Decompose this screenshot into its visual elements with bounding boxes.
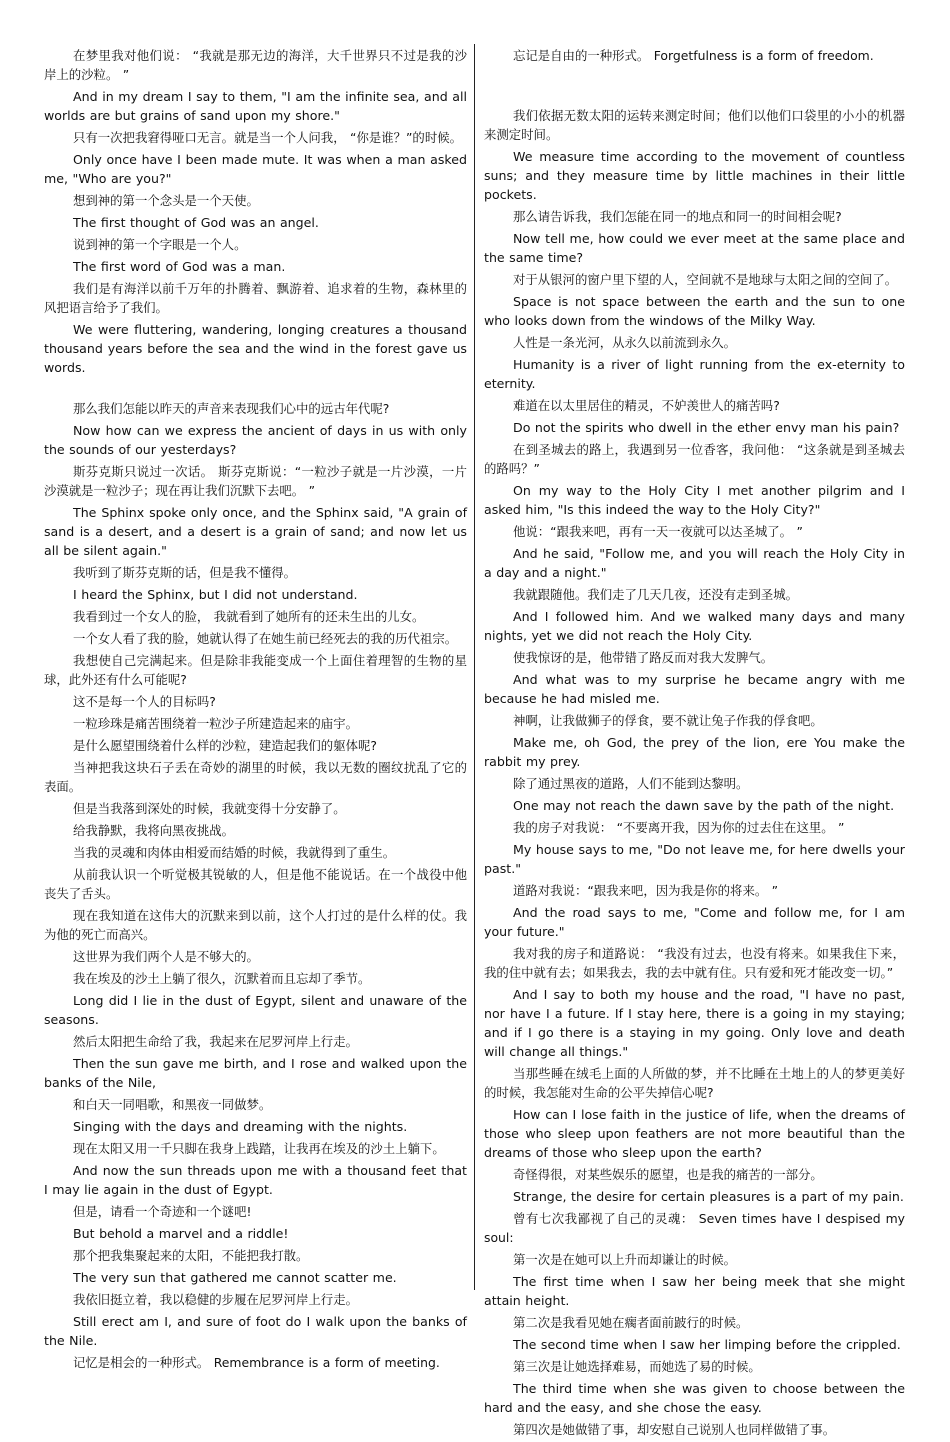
right-column xyxy=(484,46,905,1442)
english-paragraph: We measure time according to the movement of countless suns; and they measure time by little machines in their little pockets. xyxy=(484,149,905,202)
chinese-paragraph: 只有一次把我窘得哑口无言。就是当一个人问我， “你是谁？”的时候。 xyxy=(73,130,462,145)
english-paragraph: And in my dream I say to them, "I am the infinite sea, and all worlds are but grains of sand upon my shore." xyxy=(44,89,467,123)
chinese-paragraph: 我们是有海洋以前千万年的扑腾着、飘游着、追求着的生物，森林里的风把语言给予了我们。 xyxy=(44,281,467,315)
chinese-paragraph: 我的房子对我说： “不要离开我，因为你的过去住在这里。 ” xyxy=(513,820,845,835)
english-paragraph: And I followed him. And we walked many days and many nights, yet we did not reach the Holy City. xyxy=(484,609,905,643)
english-paragraph: Do not the spirits who dwell in the ether envy man his pain? xyxy=(513,420,900,435)
chinese-paragraph: 第二次是我看见她在瘸者面前跛行的时候。 xyxy=(513,1315,749,1330)
chinese-paragraph: 道路对我说：“跟我来吧，因为我是你的将来。 ” xyxy=(513,883,779,898)
chinese-paragraph: 我依旧挺立着，我以稳健的步履在尼罗河岸上行走。 xyxy=(73,1292,358,1307)
english-paragraph: The first word of God was a man. xyxy=(73,259,286,274)
english-paragraph: The third time when she was given to choose between the hard and the easy, and she chose the easy. xyxy=(484,1381,905,1415)
chinese-paragraph: 除了通过黑夜的道路，人们不能到达黎明。 xyxy=(513,776,749,791)
chinese-paragraph: 然后太阳把生命给了我，我起来在尼罗河岸上行走。 xyxy=(73,1034,358,1049)
english-paragraph: Strange, the desire for certain pleasures is a part of my pain. xyxy=(513,1189,904,1204)
english-paragraph: Space is not space between the earth and the sun to one who looks down from the windows of the Milky Way. xyxy=(484,294,905,328)
english-paragraph: And the road says to me, "Come and follow me, for I am your future." xyxy=(484,905,905,939)
english-paragraph: How can I lose faith in the justice of life, when the dreams of those who sleep upon feathers are not more beautiful than the dreams of those who sleep upon the earth? xyxy=(484,1107,905,1160)
english-paragraph: The first thought of God was an angel. xyxy=(73,215,319,230)
chinese-paragraph: 我看到过一个女人的脸， 我就看到了她所有的还未生出的儿女。 xyxy=(73,609,425,624)
chinese-paragraph: 第四次是她做错了事，却安慰自己说别人也同样做错了事。 xyxy=(513,1422,836,1437)
english-paragraph: Now tell me, how could we ever meet at the same place and the same time? xyxy=(484,231,905,265)
english-paragraph: The first time when I saw her being meek that she might attain height. xyxy=(484,1274,905,1308)
chinese-paragraph: 我听到了斯芬克斯的话，但是我不懂得。 xyxy=(73,565,297,580)
english-paragraph: Humanity is a river of light running from the ex-eternity to eternity. xyxy=(484,357,905,391)
english-paragraph: The second time when I saw her limping before the crippled. xyxy=(513,1337,901,1352)
english-paragraph: Then the sun gave me birth, and I rose and walked upon the banks of the Nile, xyxy=(44,1056,467,1090)
chinese-paragraph: 那个把我集聚起来的太阳，不能把我打散。 xyxy=(73,1248,309,1263)
english-paragraph: And what was to my surprise he became angry with me because he had misled me. xyxy=(484,672,905,706)
chinese-paragraph: 斯芬克斯只说过一次话。 斯芬克斯说：“一粒沙子就是一片沙漠，一片沙漠就是一粒沙子；现在再让我们沉默下去吧。 ” xyxy=(44,464,467,498)
chinese-paragraph: 第三次是让她选择难易，而她选了易的时候。 xyxy=(513,1359,761,1374)
chinese-paragraph: 人性是一条光河，从永久以前流到永久。 xyxy=(513,335,737,350)
chinese-paragraph: 现在我知道在这伟大的沉默来到以前，这个人打过的是什么样的仗。我为他的死亡而高兴。 xyxy=(44,908,467,942)
english-paragraph: And he said, "Follow me, and you will reach the Holy City in a day and a night." xyxy=(484,546,905,580)
chinese-paragraph: 但是，请看一个奇迹和一个谜吧! xyxy=(73,1204,252,1219)
chinese-paragraph: 我对我的房子和道路说： “我没有过去，也没有将来。如果我住下来，我的住中就有去；如果我去，我的去中就有住。只有爱和死才能改变一切。” xyxy=(484,946,905,980)
chinese-paragraph: 他说：“跟我来吧，再有一天一夜就可以达圣城了。 ” xyxy=(513,524,803,539)
left-column xyxy=(44,46,467,1375)
chinese-paragraph: 当神把我这块石子丢在奇妙的湖里的时候，我以无数的圈纹扰乱了它的表面。 xyxy=(44,760,467,794)
chinese-paragraph: 一个女人看了我的脸，她就认得了在她生前已经死去的我的历代祖宗。 xyxy=(73,631,458,646)
english-paragraph: Singing with the days and dreaming with the nights. xyxy=(73,1119,408,1134)
english-paragraph: Make me, oh God, the prey of the lion, ere You make the rabbit my prey. xyxy=(484,735,905,769)
chinese-paragraph: 给我静默，我将向黑夜挑战。 xyxy=(73,823,235,838)
english-paragraph: We were fluttering, wandering, longing creatures a thousand thousand years before the sea and the wind in the forest gave us words. xyxy=(44,322,467,375)
chinese-paragraph: 使我惊讶的是，他带错了路反而对我大发脾气。 xyxy=(513,650,774,665)
chinese-paragraph: 曾有七次我鄙视了自己的灵魂： Seven times have I despised my soul: xyxy=(484,1211,905,1245)
english-paragraph: Still erect am I, and sure of foot do I walk upon the banks of the Nile. xyxy=(44,1314,467,1348)
english-paragraph: And now the sun threads upon me with a thousand feet that I may lie again in the dust of Egypt. xyxy=(44,1163,467,1197)
chinese-paragraph: 当我的灵魂和肉体由相爱而结婚的时候，我就得到了重生。 xyxy=(73,845,396,860)
chinese-paragraph: 难道在以太里居住的精灵，不妒羡世人的痛苦吗? xyxy=(513,398,780,413)
chinese-paragraph: 我在埃及的沙土上躺了很久，沉默着而且忘却了季节。 xyxy=(73,971,371,986)
blank-line xyxy=(484,87,905,106)
chinese-paragraph: 对于从银河的窗户里下望的人，空间就不是地球与太阳之间的空间了。 xyxy=(513,272,898,287)
english-paragraph: The very sun that gathered me cannot scatter me. xyxy=(73,1270,397,1285)
chinese-paragraph: 想到神的第一个念头是一个天使。 xyxy=(73,193,259,208)
blank-line xyxy=(44,380,467,399)
english-paragraph: My house says to me, "Do not leave me, for here dwells your past." xyxy=(484,842,905,876)
chinese-paragraph: 我们依据无数太阳的运转来测定时间；他们以他们口袋里的小小的机器来测定时间。 xyxy=(484,108,905,142)
chinese-paragraph: 那么请告诉我，我们怎能在同一的地点和同一的时间相会呢? xyxy=(513,209,842,224)
chinese-paragraph: 说到神的第一个字眼是一个人。 xyxy=(73,237,247,252)
chinese-paragraph: 和白天一同唱歌，和黑夜一同做梦。 xyxy=(73,1097,272,1112)
chinese-paragraph: 那么我们怎能以昨天的声音来表现我们心中的远古年代呢? xyxy=(73,401,390,416)
chinese-paragraph: 从前我认识一个听觉极其锐敏的人，但是他不能说话。在一个战役中他丧失了舌头。 xyxy=(44,867,467,901)
chinese-paragraph: 现在太阳又用一千只脚在我身上践踏，让我再在埃及的沙土上躺下。 xyxy=(73,1141,445,1156)
chinese-paragraph: 但是当我落到深处的时候，我就变得十分安静了。 xyxy=(73,801,346,816)
chinese-paragraph: 奇怪得很，对某些娱乐的愿望，也是我的痛苦的一部分。 xyxy=(513,1167,823,1182)
chinese-paragraph: 是什么愿望围绕着什么样的沙粒，建造起我们的躯体呢? xyxy=(73,738,377,753)
english-paragraph: Now how can we express the ancient of days in us with only the sounds of our yesterdays? xyxy=(44,423,467,457)
english-paragraph: On my way to the Holy City I met another pilgrim and I asked him, "Is this indeed the way to the Holy City?" xyxy=(484,483,905,517)
chinese-paragraph: 一粒珍珠是痛苦围绕着一粒沙子所建造起来的庙宇。 xyxy=(73,716,358,731)
english-paragraph: Long did I lie in the dust of Egypt, silent and unaware of the seasons. xyxy=(44,993,467,1027)
english-paragraph: Only once have I been made mute. It was when a man asked me, "Who are you?" xyxy=(44,152,467,186)
chinese-paragraph: 我想使自己完满起来。但是除非我能变成一个上面住着理智的生物的星球，此外还有什么可能呢? xyxy=(44,653,467,687)
chinese-paragraph: 在梦里我对他们说： “我就是那无边的海洋，大千世界只不过是我的沙岸上的沙粒。 ” xyxy=(44,48,467,82)
chinese-paragraph: 忘记是自由的一种形式。 Forgetfulness is a form of freedom. xyxy=(513,48,874,63)
blank-line xyxy=(484,68,905,87)
chinese-paragraph: 这不是每一个人的目标吗? xyxy=(73,694,216,709)
chinese-paragraph: 在到圣城去的路上，我遇到另一位香客，我问他： “这条就是到圣城去的路吗？” xyxy=(484,442,905,476)
chinese-paragraph: 我就跟随他。我们走了几天几夜，还没有走到圣城。 xyxy=(513,587,798,602)
english-paragraph: And I say to both my house and the road, "I have no past, nor have I a future. If I stay here, there is a going in my staying; and if I go there is a staying in my going. Only love and death will change all things." xyxy=(484,987,905,1059)
english-paragraph: I heard the Sphinx, but I did not understand. xyxy=(73,587,358,602)
english-paragraph: One may not reach the dawn save by the path of the night. xyxy=(513,798,895,813)
chinese-paragraph: 第一次是在她可以上升而却谦让的时候。 xyxy=(513,1252,737,1267)
chinese-paragraph: 这世界为我们两个人是不够大的。 xyxy=(73,949,259,964)
column-divider xyxy=(474,44,475,1290)
chinese-paragraph: 记忆是相会的一种形式。 Remembrance is a form of meeting. xyxy=(73,1355,440,1370)
chinese-paragraph: 当那些睡在绒毛上面的人所做的梦，并不比睡在土地上的人的梦更美好的时候，我怎能对生命的公平失掉信心呢? xyxy=(484,1066,905,1100)
english-paragraph: But behold a marvel and a riddle! xyxy=(73,1226,289,1241)
chinese-paragraph: 神啊，让我做狮子的俘食，要不就让兔子作我的俘食吧。 xyxy=(513,713,823,728)
english-paragraph: The Sphinx spoke only once, and the Sphinx said, "A grain of sand is a desert, and a desert is a grain of sand; and now let us all be silent again." xyxy=(44,505,467,558)
